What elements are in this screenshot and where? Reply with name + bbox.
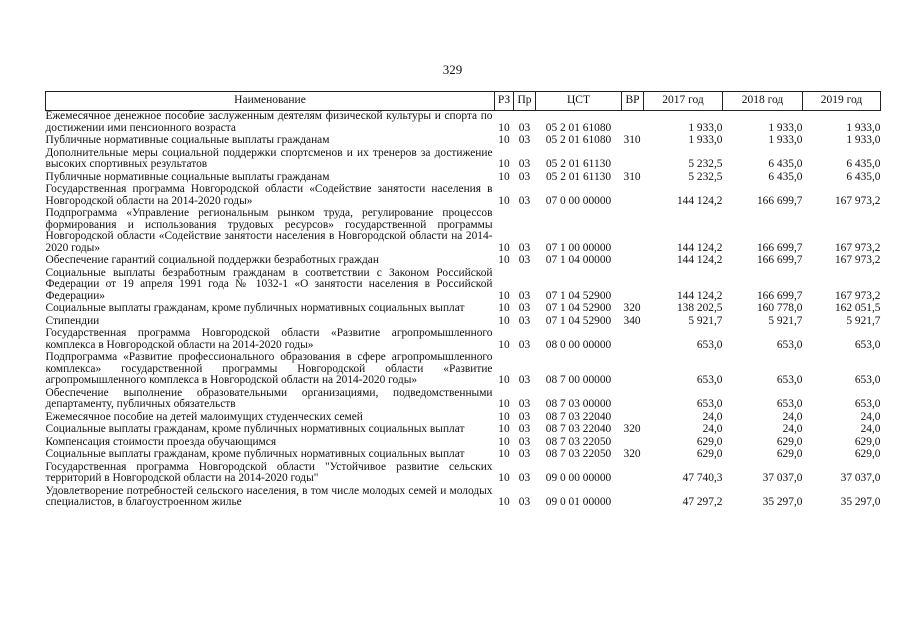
cell-name: Социальные выплаты гражданам, кроме публичных нормативных социальных выплат [45, 302, 465, 314]
cell-pr: 03 [518, 338, 531, 351]
cell-2017: 144 124,2 [676, 241, 723, 254]
cell-2019: 6 435,0 [846, 170, 881, 183]
cell-rz: 10 [498, 158, 510, 170]
cell-cst: 07 1 04 52900 [545, 314, 612, 327]
cell-2019: 162 051,5 [834, 302, 881, 314]
cell-2017: 144 124,2 [676, 194, 723, 207]
cell-2017: 144 124,2 [676, 254, 723, 266]
cell-2018: 629,0 [776, 435, 803, 448]
cell-name: Обеспечение выполнение образовательными организациями, подведомственными департаменту, публичных обязательств [45, 386, 493, 410]
cell-2018: 37 037,0 [762, 472, 803, 484]
cell-2017: 653,0 [696, 374, 723, 386]
cell-pr: 03 [518, 496, 531, 508]
cell-cst: 05 2 01 61080 [545, 134, 612, 146]
cell-rz: 10 [498, 398, 510, 410]
col-header-2017: 2017 год [644, 92, 723, 111]
cell-vr: 310 [623, 134, 641, 146]
cell-pr: 03 [518, 423, 531, 435]
cell-name: Социальные выплаты безработным гражданам в соответствии с Законом Российской Федерации от 19 апреля 1991 года № 1032-1 «О занятости населения в Российской Федерации» [45, 266, 493, 302]
table-body [46, 111, 881, 510]
cell-vr [622, 255, 644, 268]
cell-cst: 05 2 01 61130 [545, 170, 612, 183]
cell-pr: 03 [518, 241, 531, 254]
cell-2019: 629,0 [854, 435, 881, 448]
cell-rz: 10 [498, 410, 510, 423]
cell-rz: 10 [498, 496, 510, 508]
cell-vr [622, 486, 644, 510]
cell-pr: 03 [518, 194, 531, 207]
cell-name: Публичные нормативные социальные выплаты гражданам [45, 170, 330, 183]
cell-pr: 03 [518, 314, 531, 327]
cell-name: Социальные выплаты гражданам, кроме публичных нормативных социальных выплат [45, 448, 465, 460]
cell-2018: 166 699,7 [756, 289, 803, 302]
cell-name: Социальные выплаты гражданам, кроме публичных нормативных социальных выплат [45, 423, 465, 435]
cell-cst: 08 7 00 00000 [545, 374, 612, 386]
cell-2018: 6 435,0 [768, 158, 803, 170]
cell-cst: 05 2 01 61080 [545, 121, 612, 134]
cell-cst: 08 7 03 22040 [545, 423, 612, 435]
cell-2018: 160 778,0 [756, 302, 803, 314]
cell-vr: 320 [623, 448, 641, 460]
cell-2019: 24,0 [860, 423, 881, 435]
table-row [46, 462, 881, 486]
cell-vr: 310 [623, 170, 641, 183]
cell-rz: 10 [498, 448, 510, 460]
col-header-cst: ЦСТ [536, 92, 622, 111]
cell-pr: 03 [518, 472, 531, 484]
cell-rz: 10 [498, 314, 510, 327]
cell-name: Ежемесячное денежное пособие заслуженным деятелям физической культуры и спорта по достижении ими пенсионного возраста [45, 110, 493, 134]
cell-vr [622, 111, 644, 136]
cell-2019: 653,0 [854, 398, 881, 410]
table-row [46, 352, 881, 388]
cell-2017: 24,0 [702, 410, 723, 423]
cell-2017: 138 202,5 [676, 302, 723, 314]
cell-pr: 03 [518, 254, 531, 266]
cell-vr: 320 [623, 302, 641, 314]
table-row [46, 184, 881, 208]
cell-vr [622, 184, 644, 208]
cell-cst: 07 1 04 52900 [545, 289, 612, 302]
cell-rz: 10 [498, 194, 510, 207]
cell-2017: 1 933,0 [688, 121, 723, 134]
cell-2019: 629,0 [854, 448, 881, 460]
cell-pr: 03 [518, 374, 531, 386]
cell-vr [622, 268, 644, 304]
cell-2018: 6 435,0 [768, 170, 803, 183]
cell-2017: 5 232,5 [688, 158, 723, 170]
cell-2017: 5 921,7 [688, 314, 723, 327]
cell-vr: 320 [623, 423, 641, 435]
table-row [46, 268, 881, 304]
table-row [46, 424, 881, 437]
cell-vr [622, 208, 644, 255]
cell-2019: 167 973,2 [834, 194, 881, 207]
cell-cst: 09 0 01 00000 [545, 496, 612, 508]
cell-pr: 03 [518, 121, 531, 134]
cell-cst: 07 0 00 00000 [545, 194, 612, 207]
table-row [46, 303, 881, 316]
col-header-2018: 2018 год [723, 92, 803, 111]
cell-cst: 08 7 03 00000 [545, 398, 612, 410]
table-header-row [46, 92, 881, 111]
cell-name: Государственная программа Новгородской области «Развитие агропромышленного комплекса в Новгородской области на 2014-2020 годы» [45, 327, 493, 351]
col-header-vr: ВР [622, 92, 644, 111]
cell-rz: 10 [498, 472, 510, 484]
col-header-2019: 2019 год [803, 92, 881, 111]
cell-rz: 10 [498, 302, 510, 314]
cell-rz: 10 [498, 134, 510, 146]
cell-2018: 653,0 [776, 338, 803, 351]
table-row [46, 388, 881, 412]
cell-2018: 5 921,7 [768, 314, 803, 327]
cell-rz: 10 [498, 338, 510, 351]
cell-pr: 03 [518, 302, 531, 314]
cell-cst: 08 7 03 22040 [545, 410, 612, 423]
cell-2018: 166 699,7 [756, 254, 803, 266]
cell-2019: 653,0 [854, 374, 881, 386]
cell-cst: 05 2 01 61130 [545, 158, 612, 170]
cell-2017: 653,0 [696, 338, 723, 351]
cell-name: Дополнительные меры социальной поддержки спортсменов и их тренеров за достижение высоких спортивных результатов [45, 146, 493, 170]
cell-2019: 653,0 [854, 338, 881, 351]
cell-cst: 08 7 03 22050 [545, 448, 612, 460]
cell-pr: 03 [518, 398, 531, 410]
col-header-pr: Пр [514, 92, 536, 111]
cell-2019: 167 973,2 [834, 241, 881, 254]
cell-2019: 37 037,0 [840, 472, 881, 484]
cell-2019: 167 973,2 [834, 289, 881, 302]
table-row [46, 486, 881, 510]
table-row [46, 208, 881, 255]
page-number: 329 [442, 62, 463, 77]
cell-cst: 07 1 04 00000 [545, 254, 612, 266]
cell-2019: 1 933,0 [846, 134, 881, 146]
cell-rz: 10 [498, 241, 510, 254]
cell-2018: 24,0 [782, 410, 803, 423]
cell-2017: 47 297,2 [682, 496, 723, 508]
cell-vr [622, 388, 644, 412]
cell-name: Публичные нормативные социальные выплаты гражданам [45, 134, 330, 146]
cell-2017: 629,0 [696, 448, 723, 460]
cell-2019: 167 973,2 [834, 254, 881, 266]
cell-pr: 03 [518, 448, 531, 460]
cell-name: Подпрограмма «Управление региональным рынком труда, регулирование процессов формирования и использования трудовых ресурсов» государственной программы Новгородской области «Содействие занятости населения в Новгородской области на 2014-2020 годы» [45, 207, 493, 254]
cell-rz: 10 [498, 289, 510, 302]
cell-2017: 5 232,5 [688, 170, 723, 183]
cell-name: Государственная программа Новгородской области «Содействие занятости населения в Новгородской области на 2014-2020 годы» [45, 183, 493, 207]
cell-name: Компенсация стоимости проезда обучающимся [45, 435, 277, 448]
cell-2018: 653,0 [776, 398, 803, 410]
cell-pr: 03 [518, 435, 531, 448]
cell-pr: 03 [518, 289, 531, 302]
cell-rz: 10 [498, 435, 510, 448]
cell-name: Стипендии [45, 314, 100, 327]
col-header-name: Наименование [46, 92, 495, 111]
cell-vr: 340 [623, 314, 641, 327]
cell-2017: 629,0 [696, 435, 723, 448]
cell-2019: 35 297,0 [840, 496, 881, 508]
cell-name: Подпрограмма «Развитие профессионального образования в сфере агропромышленного комплекса» государственной программы Новгородской области «Развитие агропромышленного комплекса в Новгородской области на 2014-2020 годы» [45, 351, 493, 386]
cell-cst: 07 1 00 00000 [545, 241, 612, 254]
cell-cst: 09 0 00 00000 [545, 472, 612, 484]
cell-rz: 10 [498, 121, 510, 134]
budget-table [45, 91, 881, 510]
table-row [46, 328, 881, 352]
cell-pr: 03 [518, 410, 531, 423]
cell-rz: 10 [498, 423, 510, 435]
col-header-rz: РЗ [495, 92, 514, 111]
table-row [46, 449, 881, 462]
cell-rz: 10 [498, 170, 510, 183]
cell-2018: 166 699,7 [756, 194, 803, 207]
cell-2018: 35 297,0 [762, 496, 803, 508]
cell-2018: 166 699,7 [756, 241, 803, 254]
cell-rz: 10 [498, 374, 510, 386]
cell-cst: 07 1 04 52900 [545, 302, 612, 314]
cell-2019: 24,0 [860, 410, 881, 423]
table-row [46, 135, 881, 148]
table-row [46, 148, 881, 172]
cell-2018: 1 933,0 [768, 134, 803, 146]
cell-2018: 629,0 [776, 448, 803, 460]
cell-2017: 144 124,2 [676, 289, 723, 302]
cell-2017: 653,0 [696, 398, 723, 410]
cell-2018: 653,0 [776, 374, 803, 386]
cell-name: Обеспечение гарантий социальной поддержки безработных граждан [45, 254, 379, 266]
table-row [46, 111, 881, 136]
table-row [46, 255, 881, 268]
cell-rz: 10 [498, 254, 510, 266]
cell-name: Ежемесячное пособие на детей малоимущих студенческих семей [45, 410, 363, 423]
cell-2019: 6 435,0 [846, 158, 881, 170]
cell-vr [622, 352, 644, 388]
cell-cst: 08 7 03 22050 [545, 435, 612, 448]
cell-2018: 1 933,0 [768, 121, 803, 134]
cell-pr: 03 [518, 158, 531, 170]
cell-vr [622, 462, 644, 486]
cell-vr [622, 148, 644, 172]
cell-2019: 5 921,7 [846, 314, 881, 327]
cell-name: Удовлетворение потребностей сельского населения, в том числе молодых семей и молодых специалистов, в благоустроенном жилье [45, 484, 493, 508]
cell-pr: 03 [518, 134, 531, 146]
cell-name: Государственная программа Новгородской области "Устойчивое развитие сельских территорий в Новгородской области на 2014-2020 годы" [45, 460, 493, 484]
cell-vr [622, 328, 644, 352]
cell-2017: 1 933,0 [688, 134, 723, 146]
cell-2017: 24,0 [702, 423, 723, 435]
cell-2019: 1 933,0 [846, 121, 881, 134]
cell-2017: 47 740,3 [682, 472, 723, 484]
cell-pr: 03 [518, 170, 531, 183]
cell-2018: 24,0 [782, 423, 803, 435]
cell-cst: 08 0 00 00000 [545, 338, 612, 351]
